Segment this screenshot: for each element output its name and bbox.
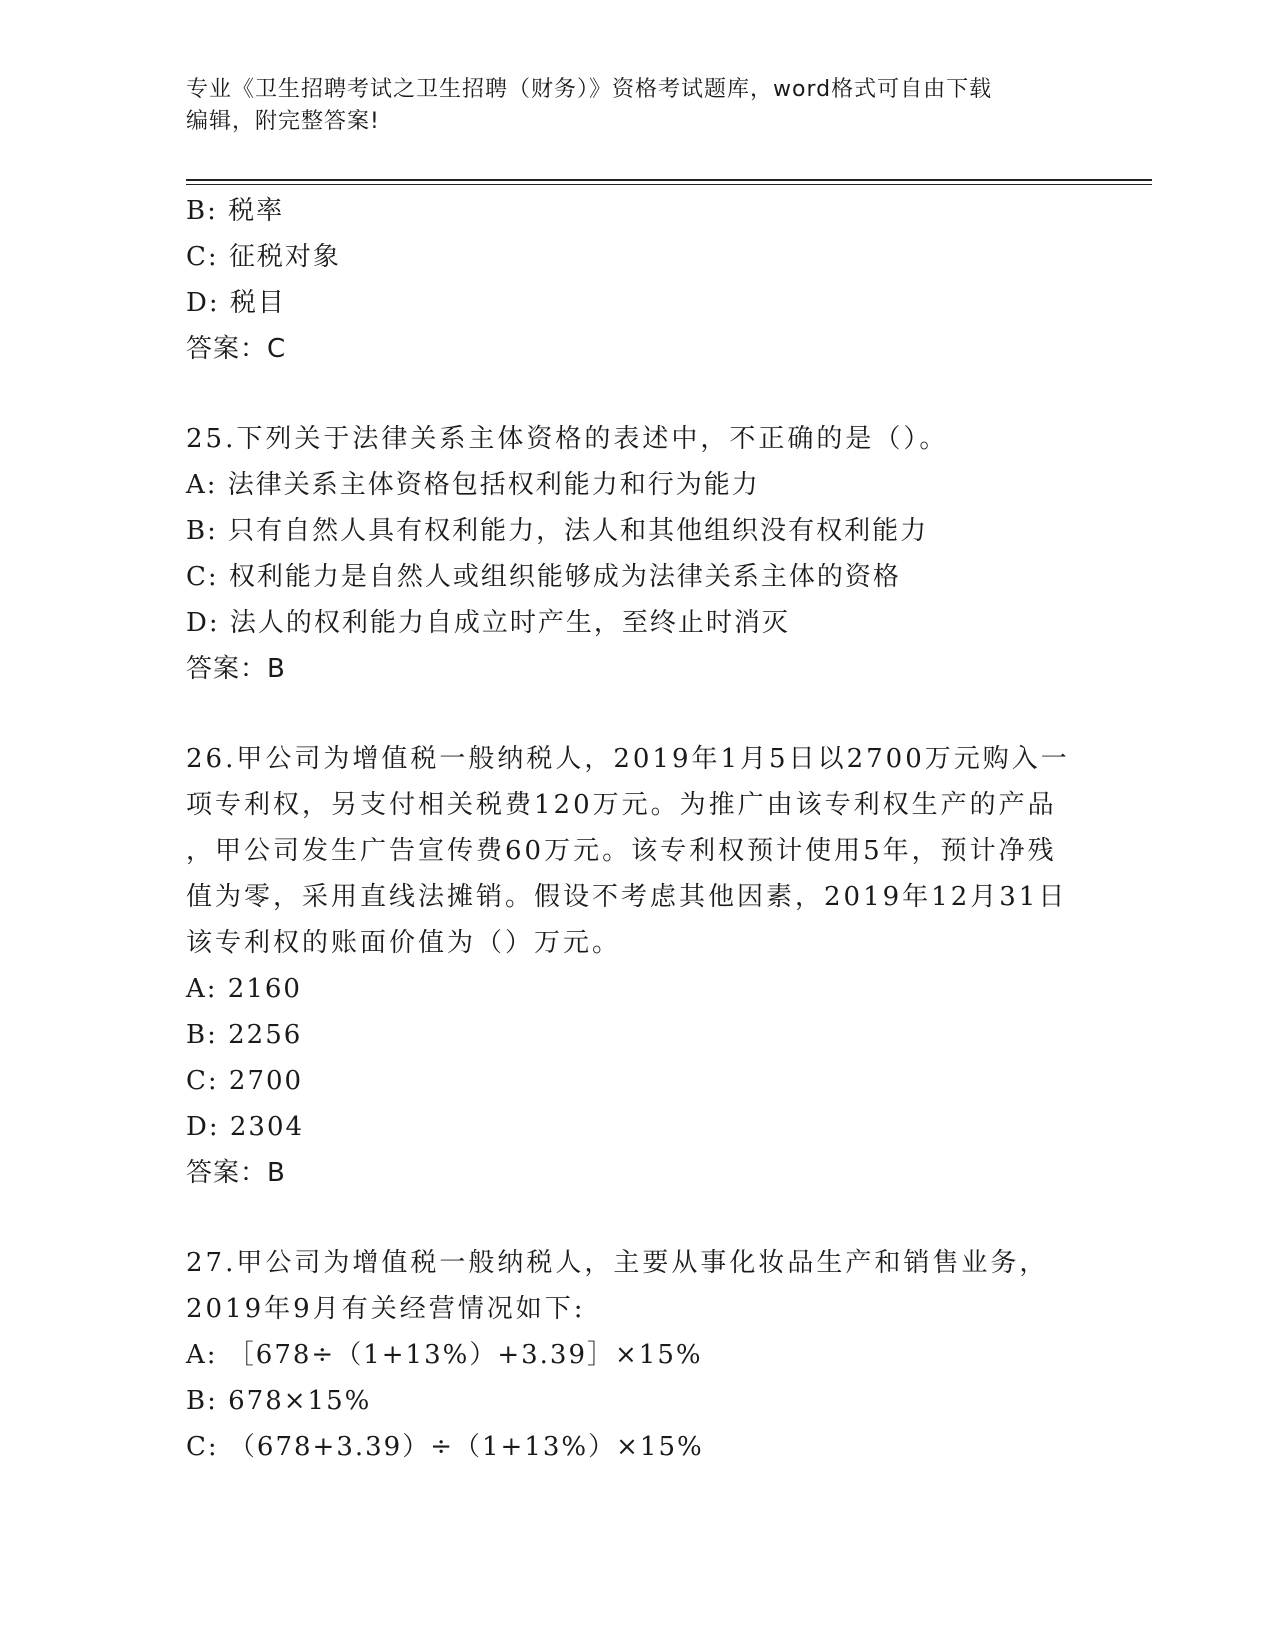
option-a: A: 2160: [186, 974, 302, 1004]
header-divider-thin: [186, 184, 1152, 185]
option-b: B: 678×15%: [186, 1386, 372, 1416]
question-stem-line-1: 26.甲公司为增值税一般纳税人，2019年1月5日以2700万元购入一: [186, 744, 1070, 774]
option-a: A: ［678÷（1+13%）+3.39］×15%: [186, 1340, 703, 1370]
answer-line: 答案：B: [186, 1158, 286, 1188]
option-d: D: 法人的权利能力自成立时产生，至终止时消灭: [186, 608, 790, 638]
option-b: B: 税率: [186, 196, 285, 226]
option-c: C: 2700: [186, 1066, 304, 1096]
question-26: [186, 736, 1086, 1196]
question-stem-line-5: 该专利权的账面价值为（）万元。: [186, 928, 622, 958]
option-d: D: 税目: [186, 288, 286, 318]
question-stem-line-1: 27.甲公司为增值税一般纳税人，主要从事化妆品生产和销售业务，: [186, 1248, 1049, 1278]
option-b: B: 2256: [186, 1020, 303, 1050]
question-stem-line-4: 值为零，采用直线法摊销。假设不考虑其他因素，2019年12月31日: [186, 882, 1068, 912]
answer-line: 答案：C: [186, 334, 287, 364]
option-c: C: 权利能力是自然人或组织能够成为法律关系主体的资格: [186, 562, 901, 592]
answer-line: 答案：B: [186, 654, 286, 684]
question-stem: 25.下列关于法律关系主体资格的表述中，不正确的是（）。: [186, 424, 949, 454]
question-25: [186, 416, 1086, 692]
option-c: C: 征税对象: [186, 242, 341, 272]
question-stem-line-3: ，甲公司发生广告宣传费60万元。该专利权预计使用5年，预计净残: [186, 836, 1057, 866]
question-27: [186, 1240, 1086, 1470]
option-d: D: 2304: [186, 1112, 305, 1142]
question-stem-line-2: 项专利权，另支付相关税费120万元。为推广由该专利权生产的产品: [186, 790, 1057, 820]
prev-question-block: [186, 188, 1086, 372]
question-stem-line-2: 2019年9月有关经营情况如下:: [186, 1294, 586, 1324]
option-b: B: 只有自然人具有权利能力，法人和其他组织没有权利能力: [186, 516, 929, 546]
header-line-2: 编辑，附完整答案!: [186, 109, 380, 134]
header-divider: [186, 179, 1152, 181]
header-line-1: 专业《卫生招聘考试之卫生招聘（财务）》资格考试题库，word格式可自由下载: [186, 77, 993, 102]
option-c: C: （678+3.39）÷（1+13%）×15%: [186, 1432, 704, 1462]
option-a: A: 法律关系主体资格包括权利能力和行为能力: [186, 470, 760, 500]
document-header: [186, 74, 1086, 138]
question-content: [186, 188, 1086, 1470]
